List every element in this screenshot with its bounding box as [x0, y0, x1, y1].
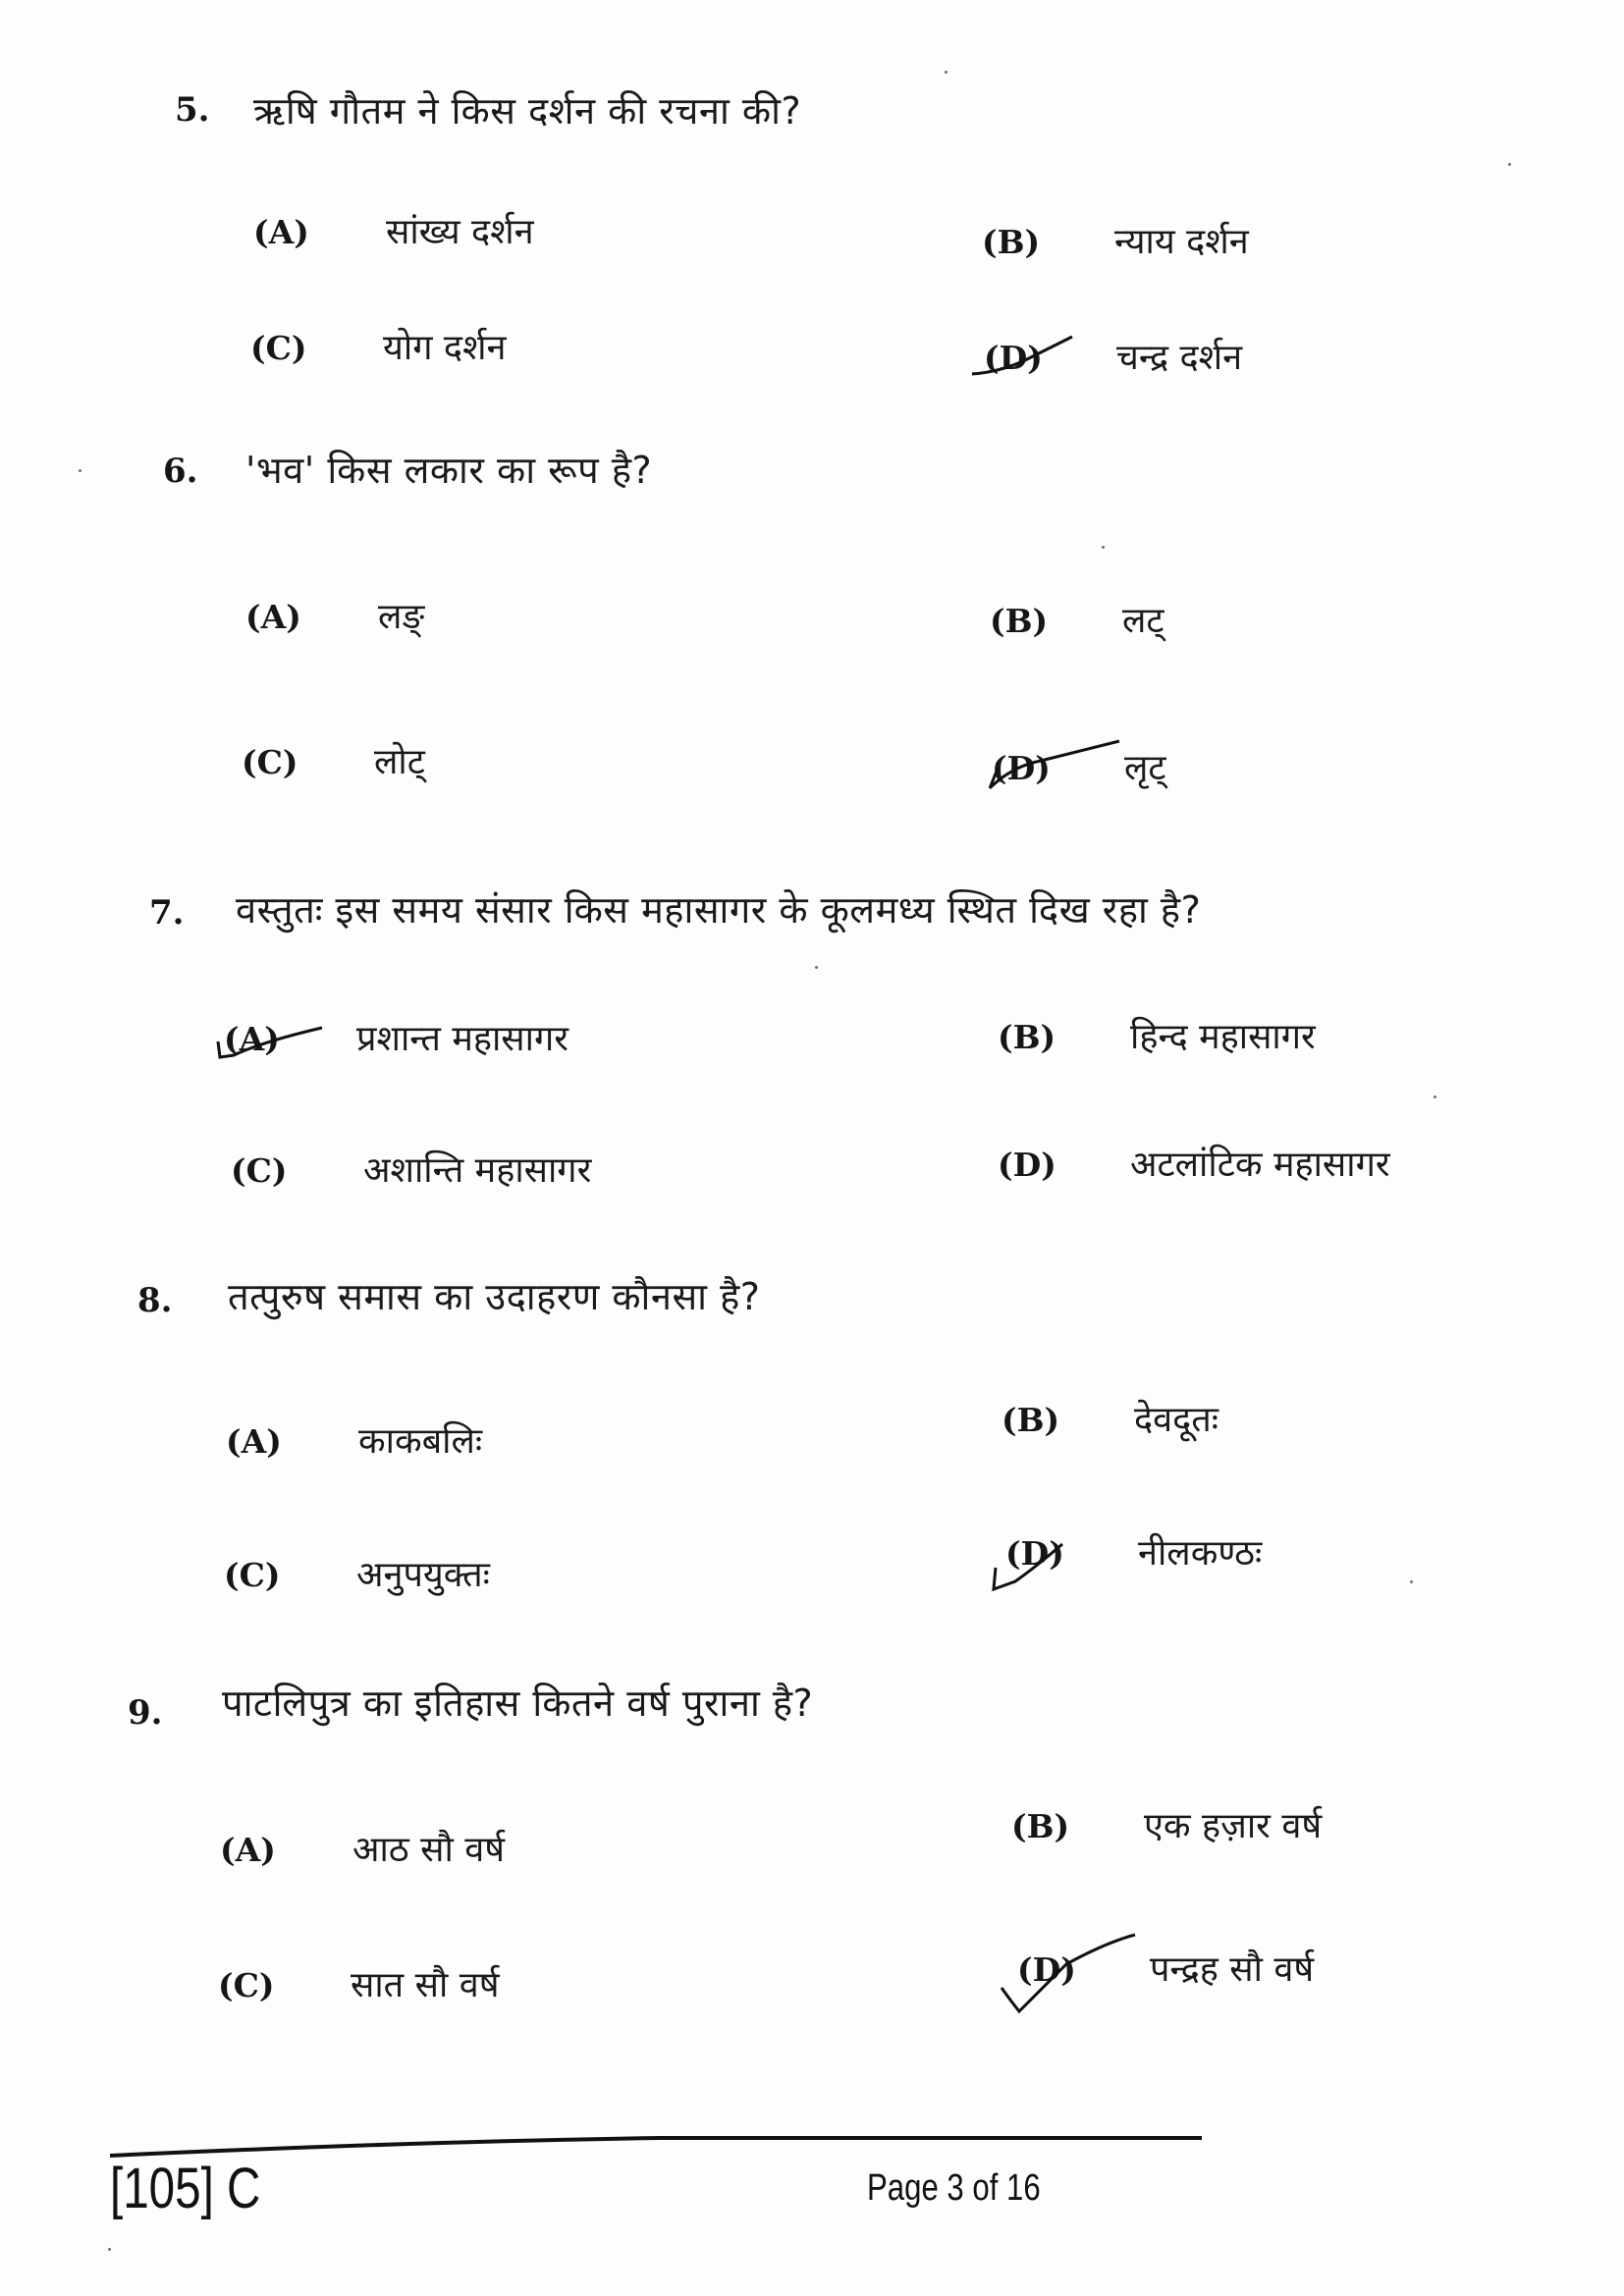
option-d[interactable]	[992, 742, 1166, 790]
option-text: न्याय दर्शन	[1114, 222, 1249, 262]
option-label: (B)	[998, 1018, 1056, 1056]
option-text: लृट्	[1124, 748, 1166, 788]
option-a[interactable]	[253, 206, 534, 254]
option-b[interactable]	[998, 1011, 1316, 1059]
scan-speck	[1434, 1095, 1436, 1098]
question-number: 5.	[175, 90, 210, 130]
option-text: अशान्ति महासागर	[363, 1150, 592, 1191]
option-text: हिन्द महासागर	[1130, 1017, 1316, 1057]
question-number: 7.	[149, 893, 185, 933]
option-label: (B)	[982, 223, 1041, 261]
question-text: तत्पुरुष समास का उदाहरण कौनसा है?	[228, 1275, 761, 1318]
option-label: (C)	[242, 743, 298, 781]
option-label: (C)	[231, 1151, 288, 1190]
option-text: आठ सौ वर्ष	[352, 1830, 506, 1870]
option-a[interactable]	[220, 1824, 505, 1872]
option-label: (D)	[992, 749, 1124, 787]
option-d[interactable]	[998, 1139, 1390, 1187]
footer-divider	[110, 2132, 1202, 2162]
option-text: अनुपयुक्तः	[356, 1555, 490, 1595]
option-text: देवदूतः	[1134, 1400, 1219, 1440]
question-text: ऋषि गौतम ने किस दर्शन की रचना की?	[253, 89, 802, 133]
option-text: लट्	[1122, 601, 1164, 641]
question-text: वस्तुतः इस समय संसार किस महासागर के कूलमध्य स्थित दिख रहा है?	[236, 888, 1202, 932]
question-number: 6.	[163, 452, 198, 491]
option-text: योग दर्शन	[383, 328, 507, 368]
scan-speck	[79, 469, 81, 472]
scan-speck	[815, 966, 818, 969]
scan-speck	[945, 71, 947, 74]
scan-speck	[1410, 1580, 1413, 1583]
scan-speck	[1102, 546, 1105, 549]
option-label: (B)	[990, 602, 1049, 640]
scan-speck	[1508, 163, 1511, 166]
option-b[interactable]	[1011, 1800, 1322, 1848]
option-label: (A)	[253, 213, 309, 251]
option-label: (C)	[224, 1556, 281, 1594]
option-label: (C)	[250, 329, 307, 367]
scan-speck	[108, 2248, 111, 2251]
option-b[interactable]	[982, 216, 1249, 264]
option-text: पन्द्रह सौ वर्ष	[1150, 1949, 1315, 1990]
paper-code: [105] C	[110, 2157, 261, 2220]
option-text: चन्द्र दर्शन	[1116, 338, 1243, 378]
option-b[interactable]	[990, 595, 1164, 643]
option-d[interactable]	[1017, 1944, 1314, 1992]
option-c[interactable]	[242, 736, 425, 784]
option-label: (A)	[224, 1020, 356, 1058]
question-text: 'भव' किस लकार का रूप है?	[245, 449, 653, 492]
option-label: (A)	[220, 1831, 276, 1869]
option-label: (C)	[218, 1966, 275, 2004]
option-text: काकबलिः	[358, 1421, 483, 1462]
page-number: Page 3 of 16	[867, 2167, 1041, 2209]
option-a[interactable]	[226, 1415, 482, 1464]
option-d[interactable]	[984, 332, 1242, 380]
option-text: सात सौ वर्ष	[351, 1965, 500, 2005]
question-text: पाटलिपुत्र का इतिहास कितने वर्ष पुराना है?	[222, 1682, 814, 1725]
option-c[interactable]	[231, 1145, 591, 1193]
option-a[interactable]	[245, 591, 424, 639]
option-label: (A)	[245, 598, 301, 636]
option-a[interactable]	[224, 1013, 568, 1061]
option-label: (D)	[1005, 1534, 1138, 1573]
option-label: (B)	[1001, 1401, 1060, 1439]
option-text: लोट्	[374, 742, 425, 782]
option-d[interactable]	[1005, 1527, 1262, 1575]
option-label: (D)	[998, 1146, 1056, 1184]
option-c[interactable]	[250, 322, 507, 370]
option-b[interactable]	[1001, 1394, 1218, 1442]
option-label: (B)	[1011, 1807, 1070, 1845]
option-text: नीलकण्ठः	[1138, 1533, 1263, 1574]
option-text: अटलांटिक महासागर	[1130, 1145, 1390, 1185]
option-text: प्रशान्त महासागर	[356, 1019, 568, 1059]
option-c[interactable]	[224, 1549, 490, 1597]
option-label: (D)	[1017, 1950, 1150, 1989]
option-label: (D)	[984, 339, 1116, 377]
option-text: सांख्य दर्शन	[386, 212, 534, 252]
option-label: (A)	[226, 1422, 282, 1461]
option-text: एक हज़ार वर्ष	[1144, 1806, 1323, 1846]
question-number: 9.	[128, 1693, 163, 1733]
question-number: 8.	[137, 1281, 173, 1320]
option-c[interactable]	[218, 1959, 500, 2007]
option-text: लङ्	[378, 597, 425, 637]
